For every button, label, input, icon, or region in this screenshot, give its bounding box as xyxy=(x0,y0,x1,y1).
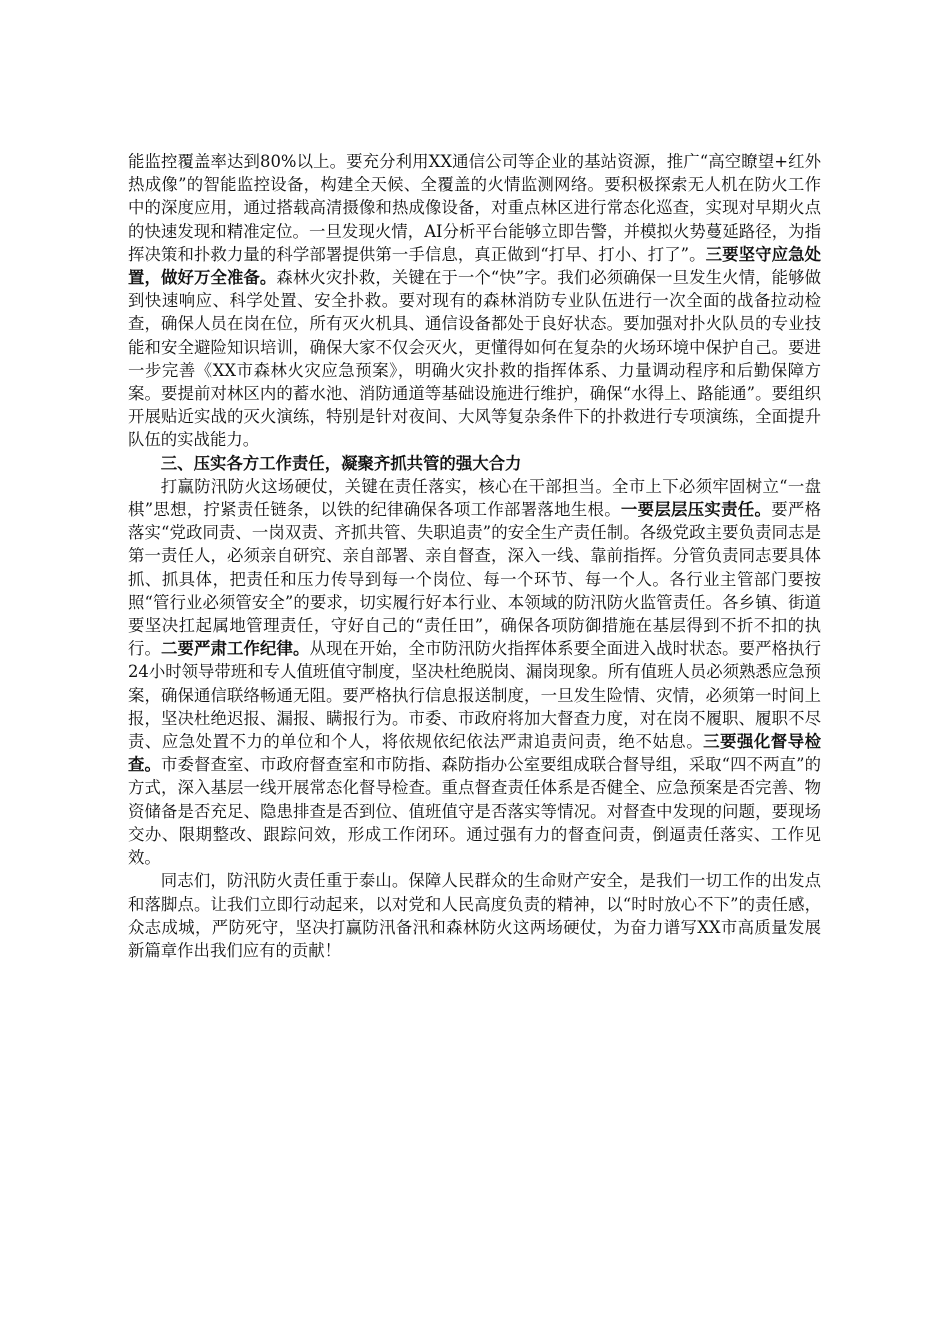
paragraph-fire-monitoring xyxy=(128,150,821,452)
text-run: 能监控覆盖率达到80%以上。要充分利用XX通信公司等企业的基站资源，推广“高空瞭望+红外热成像”的智能监控设备，构建全天候、全覆盖的火情监测网络。要积极探索无人机在防火工作中的深度应用，通过搭载高清摄像和热成像设备，对重点林区进行常态化巡查，实现对早期火点的快速发现和精准定位。一旦发现火情，AI分析平台能够立即告警，并模拟火势蔓延路径，为指挥决策和扑救力量的科学部署提供第一手信息，真正做到“打早、打小、打了”。 xyxy=(128,152,821,264)
bold-point-supervision: 三要强化督导检查。 xyxy=(128,732,822,775)
bold-point-discipline: 二要严肃工作纪律。 xyxy=(161,639,310,659)
text-run: 打赢防汛防火这场硬仗，关键在责任落实，核心在干部担当。全市上下必须牢固树立“一盘棋”思想，拧紧责任链条，以铁的纪律确保各项工作部署落地生根。 xyxy=(128,476,821,520)
text-run: 森林火灾扑救，关键在于一个“快”字。我们必须确保一旦发生火情，能够做到快速响应、科学处置、安全扑救。要对现有的森林消防专业队伍进行一次全面的战备拉动检查，确保人员在岗在位，所有灭火机具、通信设备都处于良好状态。要加强对扑火队员的专业技能和安全避险知识培训，确保大家不仅会灭火，更懂得如何在复杂的火场环境中保护自己。要进一步完善《XX市森林火灾应急预案》，明确火灾扑救的指挥体系、力量调动程序和后勤保障方案。要提前对林区内的蓄水池、消防通道等基础设施进行维护，确保“水得上、路能通”。要组织开展贴近实战的灭火演练，特别是针对夜间、大风等复杂条件下的扑救进行专项演练，全面提升队伍的实战能力。 xyxy=(128,268,821,450)
paragraph-responsibility xyxy=(128,475,821,869)
bold-point-emergency: 三要坚守应急处置，做好万全准备。 xyxy=(128,244,821,288)
paragraph-closing: 同志们，防汛防火责任重于泰山。保障人民群众的生命财产安全，是我们一切工作的出发点和落脚点。让我们立即行动起来，以对党和人民高度负责的精神，以“时时放心不下”的责任感，众志成城，严防死守，坚决打赢防汛备汛和森林防火这两场硬仗，为奋力谱写XX市高质量发展新篇章作出我们应有的贡献！ xyxy=(128,871,821,960)
section-heading-3: 三、压实各方工作责任，凝聚齐抓共管的强大合力 xyxy=(160,453,522,473)
text-run: 市委督查室、市政府督查室和市防指、森防指办公室要组成联合督导组，采取“四不两直”的方式，深入基层一线开展常态化督导检查。重点督查责任体系是否健全、应急预案是否完善、物资储备是否充足、隐患排查是否到位、值班值守是否落实等情况。对督查中发现的问题，要现场交办、限期整改、跟踪问效，形成工作闭环。通过强有力的督查问责，倒逼责任落实、工作见效。 xyxy=(128,755,821,868)
text-run: 要严格落实“党政同责、一岗双责、齐抓共管、失职追责”的安全生产责任制。各级党政主要负责同志是第一责任人，必须亲自研究、亲自部署、亲自督查，深入一线、靠前指挥。分管负责同志要具体抓、抓具体，把责任和压力传导到每一个岗位、每一个环节、每一个人。各行业主管部门要按照“管行业必须管安全”的要求，切实履行好本行业、本领域的防汛防火监管责任。各乡镇、街道要坚决扛起属地管理责任，守好自己的“责任田”，确保各项防御措施在基层得到不折不扣的执行。 xyxy=(128,500,821,659)
document-page xyxy=(128,150,821,962)
bold-point-responsibility: 一要层层压实责任。 xyxy=(620,500,772,520)
text-run: 从现在开始，全市防汛防火指挥体系要全面进入战时状态。要严格执行24小时领导带班和专人值班值守制度，坚决杜绝脱岗、漏岗现象。所有值班人员必须熟悉应急预案，确保通信联络畅通无阻。要严格执行信息报送制度，一旦发生险情、灾情，必须第一时间上报，坚决杜绝迟报、漏报、瞒报行为。市委、市政府将加大督查力度，对在岗不履职、履职不尽责、应急处置不力的单位和个人，将依规依纪依法严肃追责问责，绝不姑息。 xyxy=(128,639,822,752)
